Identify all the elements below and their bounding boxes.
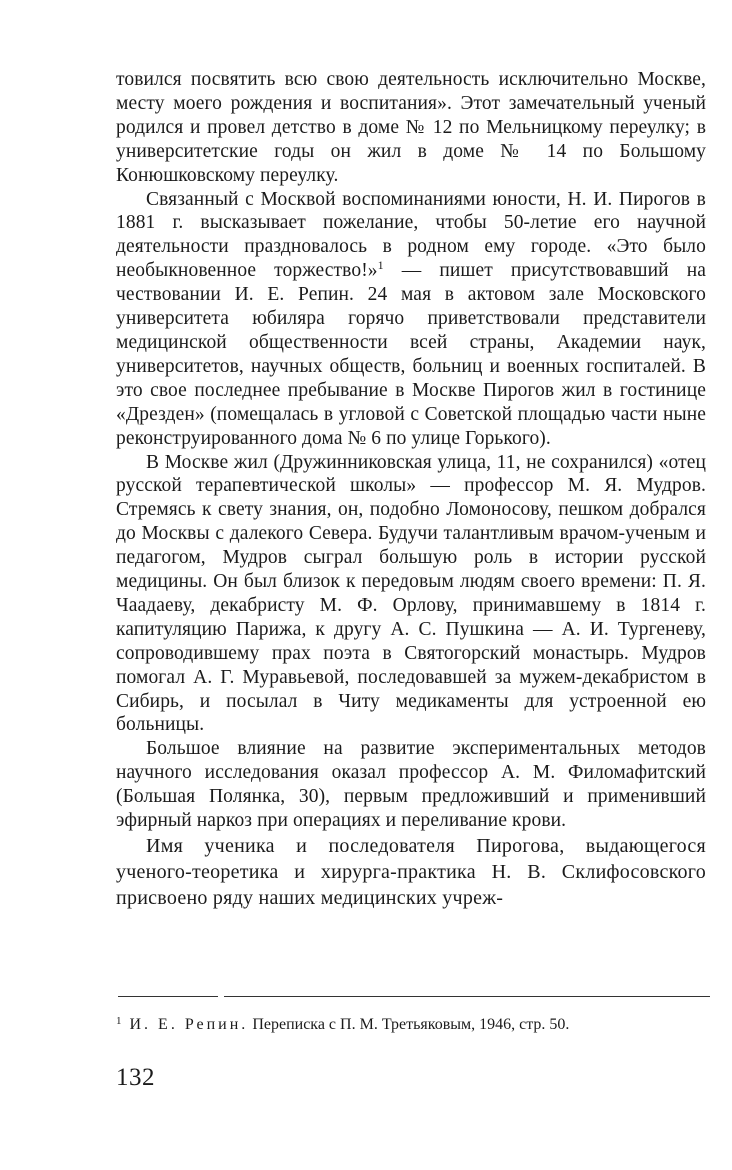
paragraph-3: В Москве жил (Дружинниковская улица, 11, не сохранился) «отец русской терапевтической школы» — профессор М. Я. Мудров. Стремясь к свету знания, он, подобно Ломоносову, пешком добрался до Москвы с далекого Севера. Будучи талантливым врачом-ученым и педагогом, Мудров сыграл большую роль в истории русской медицины. Он был близок к передовым людям своего времени: П. Я. Чаадаеву, декабристу М. Ф. Орлову, принимавшему в 1814 г. капитуляцию Парижа, к другу А. С. Пушкина — А. И. Тургеневу, сопроводившему прах поэта в Святогорский монастырь. Мудров помогал А. Г. Муравьевой, последовавшей за мужем-декабристом в Сибирь, и посылал в Читу медикаменты для устроенной ею больницы. <box>116 451 706 736</box>
footnote-author: И. Е. Репин. <box>129 1016 249 1033</box>
footnote-divider-right <box>224 996 710 997</box>
footnote <box>116 1011 706 1035</box>
paragraph-2-text-after-ref: — пишет присутствовавший на чествовании И. Е. Репин. 24 мая в актовом зале Московского университета юбиляра горячо приветствовали представители медицинской общественности всей страны, Академии наук, университетов, научных обществ, больниц и военных госпиталей. В это свое последнее пребывание в Москве Пирогов жил в гостинице «Дрезден» (помещалась в угловой с Советской площадью части ныне реконструированного дома № 6 по улице Горького). <box>116 260 706 449</box>
footnote-reference[interactable]: 1 <box>377 258 384 273</box>
footnote-divider-left <box>118 996 218 997</box>
main-text <box>116 68 706 911</box>
footnote-marker: 1 <box>116 1015 122 1027</box>
paragraph-5: Имя ученика и последователя Пирогова, выдающегося ученого-теоретика и хирурга-практика Н. В. Склифосовского присвоено ряду наших медицинских учреж- <box>116 835 706 909</box>
paragraph-4: Большое влияние на развитие экспериментальных методов научного исследования оказал профессор А. М. Филомафитский (Большая Полянка, 30), первым предложивший и применивший эфирный наркоз при операциях и переливание крови. <box>116 738 706 832</box>
paragraph-1: товился посвятить всю свою деятельность исключительно Москве, месту моего рождения и воспитания». Этот замечательный ученый родился и провел детство в доме № 12 по Мельницкому переулку; в университетские годы он жил в доме № 14 по Большому Конюшковскому переулку. <box>116 69 706 186</box>
paragraph-2-text-before-ref: Связанный с Москвой воспоминаниями юности, Н. И. Пирогов в 1881 г. высказывает пожелание, чтобы 50-летие его научной деятельности праздновалось в родном ему городе. «Это было необыкновенное торжество!» <box>116 188 706 282</box>
footnote-text: Переписка с П. М. Третьяковым, 1946, стр. 50. <box>248 1016 570 1033</box>
paragraph-2 <box>116 188 706 451</box>
page-number: 132 <box>116 1064 155 1091</box>
